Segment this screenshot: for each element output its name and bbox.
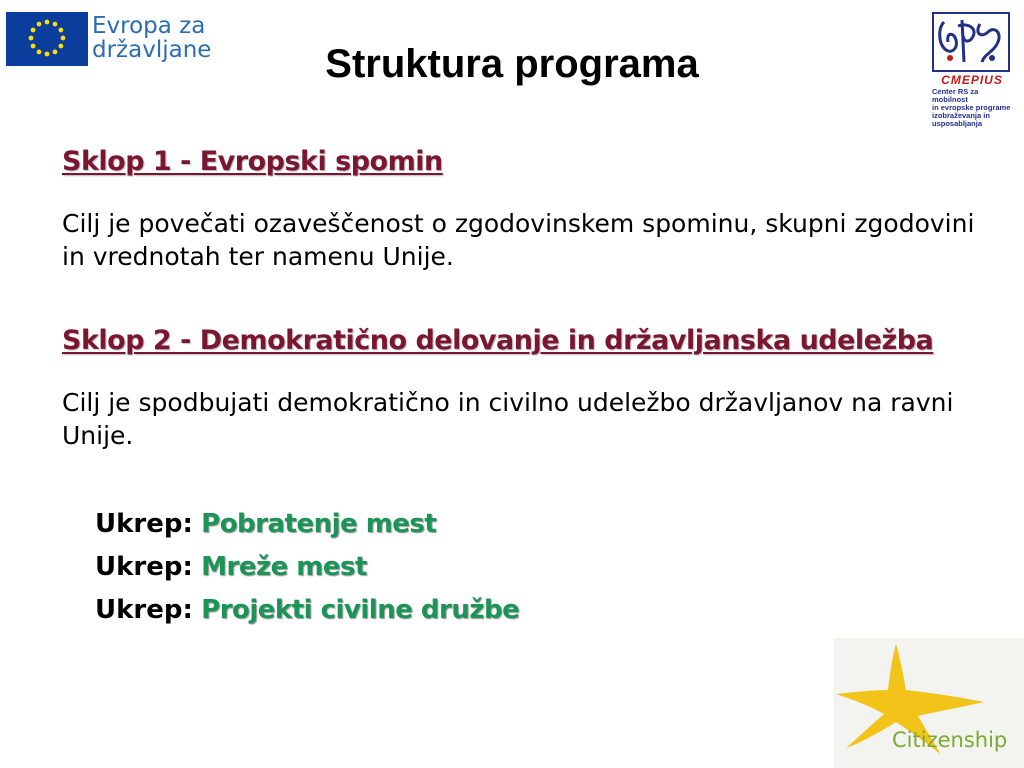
section2-text: Cilj je spodbujati demokratično in civilno udeležbo državljanov na ravni Unije. [62, 388, 954, 450]
action-label: Ukrep: [95, 509, 193, 539]
cmepius-description [932, 88, 1014, 128]
action-name-projekti-civilne-druzbe: Projekti civilne družbe [201, 595, 520, 625]
cmepius-desc-line: Center RS za mobilnost [932, 87, 979, 104]
section2-heading: Sklop 2 - Demokratično delovanje in državljanska udeležba [62, 325, 934, 356]
cmepius-desc-line: usposabljanja [932, 119, 983, 128]
cmepius-desc-line: in evropske programe [932, 103, 1011, 112]
action-label: Ukrep: [95, 595, 193, 625]
action-item [95, 546, 519, 589]
actions-list [95, 503, 519, 632]
section1-heading: Sklop 1 - Evropski spomin [62, 146, 443, 177]
cmepius-desc-line: izobraževanja in [932, 111, 990, 120]
action-label: Ukrep: [95, 552, 193, 582]
action-item [95, 589, 519, 632]
cmepius-name: CMEPIUS [941, 73, 1003, 87]
slide-title: Struktura programa [325, 42, 699, 86]
citizenship-logo [834, 638, 1024, 768]
eu-logo-line2: državljane [92, 37, 212, 63]
eu-logo-line1: Evropa za [92, 13, 206, 39]
action-item [95, 503, 519, 546]
section1-text: Cilj je povečati ozaveščenost o zgodovinskem spominu, skupni zgodovini in vrednotah ter namenu Unije. [62, 209, 975, 271]
action-name-pobratenje-mest: Pobratenje mest [201, 509, 437, 539]
citizenship-text: Citizenship [892, 728, 1008, 752]
action-name-mreze-mest: Mreže mest [201, 552, 367, 582]
